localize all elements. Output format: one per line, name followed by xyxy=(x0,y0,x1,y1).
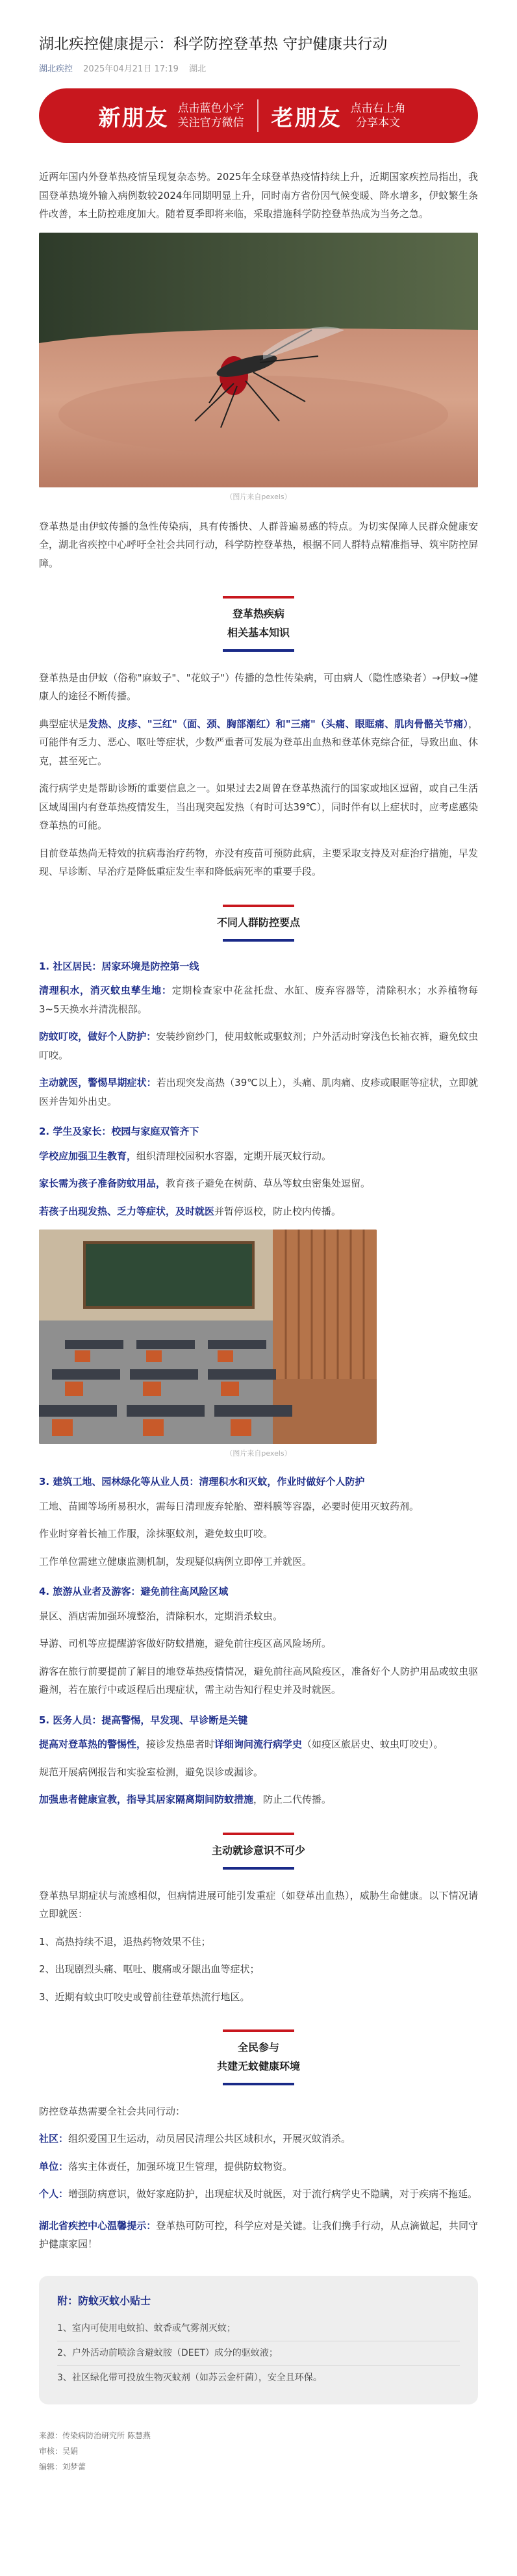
group-2-item: 家长需为孩子准备防蚊用品，教育孩子避免在树荫、草丛等蚊虫密集处逗留。 xyxy=(39,1178,371,1190)
group-5-item: 加强患者健康宣教，指导其居家隔离期间防蚊措施，防止二代传播。 xyxy=(39,1794,332,1806)
section-groups: 不同人群防控要点 xyxy=(39,905,478,942)
group-1-item: 清理积水，消灭蚊虫孳生地：定期检查家中花盆托盘、水缸、废弃容器等，清除积水；水养植物每3~5天换水并清洗根部。 xyxy=(39,985,478,1015)
classroom-photo xyxy=(39,1230,377,1444)
group-4-heading: 4. 旅游从业者及游客：避免前往高风险区域 xyxy=(39,1586,229,1598)
intro-paragraph: 近两年国内外登革热疫情呈现复杂态势。2025年全球登革热疫情持续上升，近期国家疾控局指出，我国登革热境外输入病例数较2024年同期明显上升，同时南方省份因气候变暖、降水增多，伊蚊繁生条件改善，本土防控难度加大。随着夏季即将来临，采取措施科学防控登革热成为当务之急。 xyxy=(39,171,478,220)
seek-care-item: 1、高热持续不退，退热药物效果不佳； xyxy=(39,1935,211,1948)
group-4-paragraph: 游客在旅行前要提前了解目的地登革热疫情情况，避免前往高风险疫区，准备好个人防护用品或蚊虫驱避剂，若在旅行中或返程后出现症状，需主动告知行程史并及时就医。 xyxy=(39,1665,478,1696)
section-basic-knowledge: 登革热疾病 相关基本知识 xyxy=(39,596,478,652)
group-1-item: 防蚊叮咬，做好个人防护：安装纱窗纱门，使用蚊帐或驱蚊剂；户外活动时穿浅色长袖衣裤，避免蚊虫叮咬。 xyxy=(39,1031,478,1061)
group-3-paragraph: 作业时穿着长袖工作服，涂抹驱蚊剂，避免蚊虫叮咬。 xyxy=(39,1528,273,1540)
group-5-item: 提高对登革热的警惕性，接诊发热患者时详细询问流行病学史（如疫区旅居史、蚊虫叮咬史）。 xyxy=(39,1738,444,1751)
participation-community: 社区：组织爱国卫生运动，动员居民清理公共区域积水，开展灭蚊消杀。 xyxy=(39,2133,351,2145)
banner-share-hint: 点击右上角 分享本文 xyxy=(350,102,406,130)
banner-follow-hint: 点击蓝色小字 关注官方微信 xyxy=(177,102,244,130)
lead-paragraph: 登革热是由伊蚊传播的急性传染病，具有传播快、人群普遍易感的特点。为切实保障人民群众健康安全，湖北省疾控中心呼吁全社会共同行动，科学防控登革热，根据不同人群特点精准指导、筑牢防控屏障。 xyxy=(39,520,478,569)
photo-caption-2: （图片来自pexels） xyxy=(225,1449,292,1458)
tips-item: 2、户外活动前喷涂含避蚊胺（DEET）成分的驱蚊液； xyxy=(57,2341,460,2366)
group-4-paragraph: 景区、酒店需加强环境整治，清除积水，定期消杀蚊虫。 xyxy=(39,1610,283,1622)
seek-care-item: 3、近期有蚊虫叮咬史或曾前往登革热流行地区。 xyxy=(39,1990,250,2003)
participation-individual: 个人：增强防病意识，做好家庭防护，出现症状及时就医，对于流行病学史不隐瞒，对于疾病不拖延。 xyxy=(39,2188,478,2200)
mosquito-photo xyxy=(39,233,478,487)
group-4-paragraph: 导游、司机等应提醒游客做好防蚊措施，避免前往疫区高风险场所。 xyxy=(39,1638,332,1650)
group-3-heading: 3. 建筑工地、园林绿化等从业人员：清理积水和灭蚊，作业时做好个人防护 xyxy=(39,1476,365,1488)
seek-care-paragraph: 登革热早期症状与流感相似，但病情进展可能引发重症（如登革出血热），威胁生命健康。以下情况请立即就医： xyxy=(39,1889,478,1920)
article-credits xyxy=(39,2428,478,2475)
banner-divider xyxy=(257,99,258,132)
tips-item: 3、社区绿化带可投放生物灭蚊剂（如苏云金杆菌），安全且环保。 xyxy=(57,2372,322,2383)
knowledge-paragraph-4: 目前登革热尚无特效的抗病毒治疗药物，亦没有疫苗可预防此病，主要采取支持及对症治疗措施，早发现、早诊断、早治疗是降低重症发生率和降低病死率的重要手段。 xyxy=(39,847,478,878)
follow-share-banner[interactable] xyxy=(39,88,478,143)
group-2-item: 学校应加强卫生教育，组织清理校园积水容器，定期开展灭蚊行动。 xyxy=(39,1150,332,1162)
knowledge-paragraph-3: 流行病学史是帮助诊断的重要信息之一。如果过去2周曾在登革热流行的国家或地区逗留，或自己生活区域周围内有登革热疫情发生，当出现突起发热（有时可达39℃），同时伴有以上症状时，应考虑感染登革热的可能。 xyxy=(39,782,478,832)
tips-title: 附：防蚊灭蚊小贴士 xyxy=(57,2294,151,2307)
group-5-heading: 5. 医务人员：提高警惕，早发现、早诊断是关键 xyxy=(39,1714,248,1726)
article-location: 湖北 xyxy=(189,64,207,75)
article-date: 2025年04月21日 17:19 xyxy=(83,64,179,75)
credit-editor: 编辑：刘梦蕾 xyxy=(39,2462,86,2471)
banner-old-friend: 老朋友 xyxy=(271,105,342,131)
credit-review: 审核：吴娟 xyxy=(39,2446,79,2456)
group-1-item: 主动就医，警惕早期症状：若出现突发高热（39℃以上），头痛、肌肉痛、皮疹或眼眶等症状，立即就医并告知外出史。 xyxy=(39,1077,478,1107)
group-2-item: 若孩子出现发热、乏力等症状，及时就医并暂停返校，防止校内传播。 xyxy=(39,1205,342,1217)
tips-item: 1、室内可使用电蚊拍、蚊香或气雾剂灭蚊； xyxy=(57,2317,460,2341)
participation-unit: 单位：落实主体责任，加强环境卫生管理，提供防蚊物资。 xyxy=(39,2160,293,2172)
banner-new-friend: 新朋友 xyxy=(98,105,169,131)
knowledge-paragraph-1: 登革热是由伊蚊（俗称"麻蚊子"、"花蚊子"）传播的急性传染病，可由病人（隐性感染者）→伊蚊→健康人的途径不断传播。 xyxy=(39,671,478,702)
group-5-paragraph: 规范开展病例报告和实验室检测，避免误诊或漏诊。 xyxy=(39,1766,264,1778)
group-2-heading: 2. 学生及家长：校园与家庭双管齐下 xyxy=(39,1126,199,1138)
closing-reminder: 湖北省疾控中心温馨提示：登革热可防可控，科学应对是关键。让我们携手行动，从点滴做起，共同守护健康家园！ xyxy=(39,2219,478,2250)
article-meta xyxy=(39,62,478,74)
group-3-paragraph: 工作单位需建立健康监测机制，发现疑似病例立即停工并就医。 xyxy=(39,1555,312,1567)
participation-paragraph: 防控登革热需要全社会共同行动： xyxy=(39,2105,186,2117)
seek-care-item: 2、出现剧烈头痛、呕吐、腹痛或牙龈出血等症状； xyxy=(39,1963,260,1976)
article-source-link[interactable]: 湖北疾控 xyxy=(39,64,73,75)
group-1-heading: 1. 社区居民：居家环境是防控第一线 xyxy=(39,960,199,972)
group-3-paragraph: 工地、苗圃等场所易积水，需每日清理废弃轮胎、塑料膜等容器，必要时使用灭蚊药剂。 xyxy=(39,1500,420,1512)
photo-caption-1: （图片来自pexels） xyxy=(225,492,292,501)
credit-source: 来源：传染病防治研究所 陈慧燕 xyxy=(39,2430,151,2440)
section-seek-care: 主动就诊意识不可少 xyxy=(39,1833,478,1870)
article-title: 湖北疾控健康提示：科学防控登革热 守护健康共行动 xyxy=(39,36,388,53)
section-participation: 全民参与 共建无蚊健康环境 xyxy=(39,2029,478,2085)
mosquito-tips-box xyxy=(39,2276,478,2404)
knowledge-paragraph-2: 典型症状是发热、皮疹、"三红"（面、颈、胸部潮红）和"三痛"（头痛、眼眶痛、肌肉骨骼关节痛），可能伴有乏力、恶心、呕吐等症状，少数严重者可发展为登革出血热和登革休克综合征，导致出血、休克，甚至死亡。 xyxy=(39,717,478,767)
